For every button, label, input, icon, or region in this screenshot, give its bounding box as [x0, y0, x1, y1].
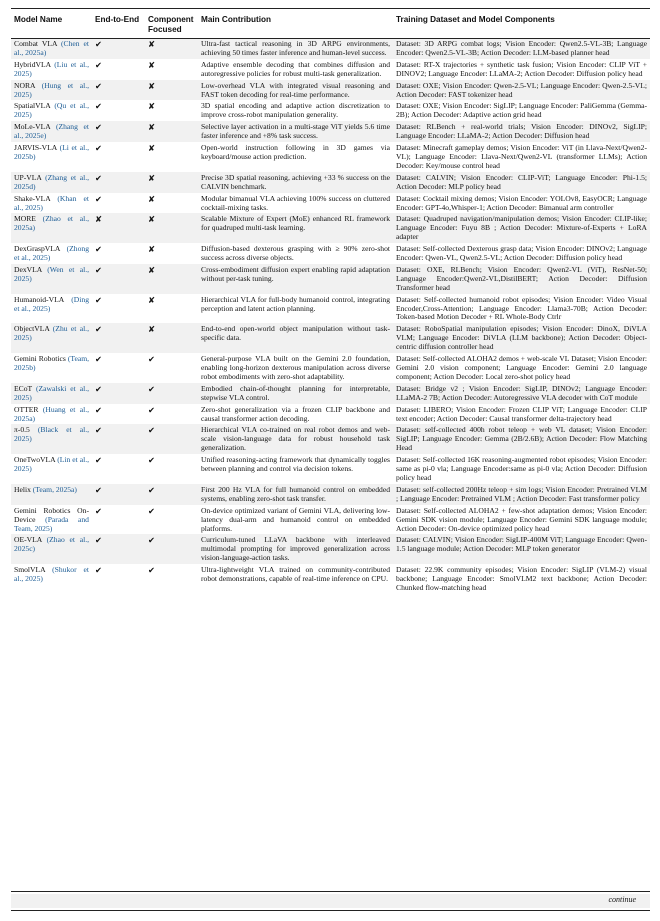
model-citation-link[interactable]: (Team, 2025b) [14, 354, 89, 372]
end-to-end-mark: ✔ [92, 484, 145, 505]
table-row [11, 323, 650, 353]
model-name-cell [11, 38, 92, 59]
model-name-cell [11, 534, 92, 564]
model-name-cell [11, 424, 92, 454]
bottom-rule-1 [11, 891, 650, 892]
table-row [11, 142, 650, 172]
model-name: MORE [14, 214, 36, 224]
model-citation-link[interactable]: (Li et al., 2025b) [14, 143, 89, 161]
model-name-cell [11, 404, 92, 425]
component-focused-mark: ✘ [145, 294, 198, 324]
component-focused-mark: ✔ [145, 404, 198, 425]
model-name: NORA [14, 80, 36, 90]
continue-row [11, 894, 650, 908]
main-contribution-cell: Selective layer activation in a multi-stage ViT yields 5.6 time faster inference and +8% task success. [198, 121, 393, 142]
model-name: MoLe-VLA [14, 122, 51, 132]
end-to-end-mark: ✔ [92, 564, 145, 594]
component-focused-mark: ✔ [145, 505, 198, 535]
training-components-cell: Dataset: Self-collected ALOHA2 demos + web-scale VL Dataset; Vision Encoder: Gemini 2.0 vision component; Language Encoder: Gemini 2.0 language component; Action Decoder: Local zero-shot policy head [393, 353, 650, 383]
main-contribution-cell: Precise 3D spatial reasoning, achieving +33 % success on the CALVIN benchmark. [198, 172, 393, 193]
continue-label: continue [608, 895, 636, 904]
training-components-cell: Dataset: CALVIN; Vision Encoder: SigLIP-400M ViT; Language Encoder: Qwen-1.5 language module; Action Decoder: MLP token generator [393, 534, 650, 564]
training-components-cell: Dataset: RT-X trajectories + synthetic task fusion; Vision Encoder: CLIP ViT + DINOV2; Language Encoder: LLaMA-2; Action Decoder: Diffusion policy head [393, 59, 650, 80]
model-name: Gemini Robotics [14, 354, 66, 364]
end-to-end-mark: ✔ [92, 243, 145, 264]
training-components-cell: Dataset: OXE; Vision Encoder: SigLIP; Language Encoder: PaliGemma (Gemma-2B); Action Decoder: Adaptive action grid head [393, 100, 650, 121]
component-focused-mark: ✘ [145, 323, 198, 353]
main-contribution-cell: Hierarchical VLA co-trained on real robot demos and web-scale vision-language data for robust household task generalization. [198, 424, 393, 454]
table-row [11, 484, 650, 505]
model-name-cell [11, 59, 92, 80]
model-name: JARVIS-VLA [14, 143, 57, 153]
component-focused-mark: ✔ [145, 564, 198, 594]
component-focused-mark: ✔ [145, 383, 198, 404]
training-components-cell: Dataset: OXE; Vision Encoder: Qwen-2.5-VL; Language Encoder: Qwen-2.5-VL; Action Decoder: FAST tokenizer head [393, 80, 650, 101]
end-to-end-mark: ✔ [92, 264, 145, 294]
end-to-end-mark: ✔ [92, 383, 145, 404]
end-to-end-mark: ✔ [92, 454, 145, 484]
model-citation-link[interactable]: (Lin et al., 2025) [14, 455, 89, 474]
model-name: ObjectVLA [14, 324, 50, 334]
table-row [11, 264, 650, 294]
main-contribution-cell: Ultra-lightweight VLA trained on community-contributed robot demonstrations, capable of real-time inference on CPU. [198, 564, 393, 594]
header-component-focused: Component Focused [148, 15, 194, 34]
model-name-cell [11, 294, 92, 324]
training-components-cell: Dataset: self-collected 400h robot teleop + web VL dataset; Vision Encoder: SigLIP; Language Encoder: Gemma (2B/2.6B); Action Decoder: Flow Matching Head [393, 424, 650, 454]
training-components-cell: Dataset: Self-collected humanoid robot episodes; Vision Encoder: Video Visual Encoder,Cross-Attention; Language Encoder: Llama3-70B; Action Decoder: Token-based Motion Decoder + RL Whole-Body Ctrlr [393, 294, 650, 324]
model-citation-link[interactable]: (Zhao et al., 2025c) [14, 535, 90, 554]
end-to-end-mark: ✔ [92, 505, 145, 535]
table-row [11, 424, 650, 454]
end-to-end-mark: ✔ [92, 353, 145, 383]
training-components-cell: Dataset: 22.9K community episodes; Vision Encoder: SigLIP (VLM-2) visual backbone; Language Encoder: SmolVLM2 text backbone; Action Decoder: Chunked flow-matching head [393, 564, 650, 594]
main-contribution-cell: End-to-end open-world object manipulation without task-specific data. [198, 323, 393, 353]
top-rule [11, 8, 650, 9]
model-name-cell [11, 383, 92, 404]
main-contribution-cell: Cross-embodiment diffusion expert enabling rapid adaptation without per-task tuning. [198, 264, 393, 294]
training-components-cell: Dataset: Self-collected Dexterous grasp data; Vision Encoder: DINOv2; Language Encoder: Qwen-VL, Qwen2.5-VL; Action Decoder: Diffusion policy head [393, 243, 650, 264]
table-row [11, 80, 650, 101]
model-citation-link[interactable]: (Liu et al., 2025) [14, 59, 89, 78]
end-to-end-mark: ✔ [92, 534, 145, 564]
table-row [11, 213, 650, 243]
main-contribution-cell: Modular bimanual VLA achieving 100% success on cluttered cocktail-mixing tasks. [198, 193, 393, 214]
model-name-cell [11, 454, 92, 484]
model-citation-link[interactable]: (Khan et al., 2025) [14, 193, 89, 212]
vla-comparison-table [11, 13, 650, 594]
table-row [11, 38, 650, 59]
main-contribution-cell: On-device optimized variant of Gemini VLA, delivering low-latency dual-arm and humanoid control on embedded platforms. [198, 505, 393, 535]
model-citation-link[interactable]: (Zhang et al., 2025e) [14, 122, 89, 141]
model-citation-link[interactable]: (Shukor et al., 2025) [14, 565, 89, 584]
component-focused-mark: ✘ [145, 142, 198, 172]
component-focused-mark: ✔ [145, 454, 198, 484]
model-citation-link[interactable]: (Huang et al., 2025a) [14, 404, 90, 423]
table-body [11, 38, 650, 594]
training-components-cell: Dataset: Cocktail mixing demos; Vision Encoder: YOLOv8, EasyOCR; Language Encoder: GPT-4o,Whisper-1; Action Decoder: Bimanual arm controller [393, 193, 650, 214]
model-name: OTTER [14, 404, 39, 414]
table-row [11, 505, 650, 535]
component-focused-mark: ✘ [145, 243, 198, 264]
main-contribution-cell: Zero-shot generalization via a frozen CLIP backbone and causal transformer action decoding. [198, 404, 393, 425]
component-focused-mark: ✘ [145, 121, 198, 142]
model-name: Humanoid-VLA [14, 294, 64, 304]
component-focused-mark: ✘ [145, 80, 198, 101]
model-name: π-0.5 [14, 425, 30, 435]
component-focused-mark: ✔ [145, 484, 198, 505]
model-name-cell [11, 193, 92, 214]
training-components-cell: Dataset: RLBench + real-world trials; Vision Encoder: DINOv2, SigLIP; Language Encoder: LLaMA-2; Action Decoder: Diffusion head [393, 121, 650, 142]
main-contribution-cell: Diffusion-based dexterous grasping with ≥ 90% zero-shot success across diverse objects. [198, 243, 393, 264]
model-citation-link[interactable]: (Black et al., 2025) [14, 425, 89, 444]
header-main-contribution: Main Contribution [201, 15, 272, 24]
component-focused-mark: ✘ [145, 100, 198, 121]
model-citation-link[interactable]: (Wen et al., 2025) [14, 264, 90, 283]
model-name: OE-VLA [14, 535, 42, 545]
component-focused-mark: ✘ [145, 213, 198, 243]
component-focused-mark: ✔ [145, 424, 198, 454]
end-to-end-mark: ✔ [92, 172, 145, 193]
table-row [11, 172, 650, 193]
end-to-end-mark: ✔ [92, 323, 145, 353]
training-components-cell: Dataset: Quadruped navigation/manipulation demos; Vision Encoder: CLIP-like; Language Encoder: Fuyu 8B ; Action Decoder: Mixture-of-Experts + LoRA adapter [393, 213, 650, 243]
component-focused-mark: ✘ [145, 38, 198, 59]
main-contribution-cell: Low-overhead VLA with integrated visual reasoning and FAST token decoding for real-time performance. [198, 80, 393, 101]
model-name: DexVLA [14, 264, 42, 274]
table-row [11, 564, 650, 594]
component-focused-mark: ✘ [145, 172, 198, 193]
table-row [11, 243, 650, 264]
end-to-end-mark: ✔ [92, 404, 145, 425]
bottom-rule-2 [11, 910, 650, 911]
component-focused-mark: ✘ [145, 193, 198, 214]
training-components-cell: Dataset: CALVIN; Vision Encoder: CLIP-ViT; Language Encoder: Phi-1.5; Action Decoder: MLP policy head [393, 172, 650, 193]
model-name: OneTwoVLA [14, 455, 56, 465]
model-name: DexGraspVLA [14, 244, 60, 254]
training-components-cell: Dataset: Minecraft gameplay demos; Vision Encoder: ViT (in Llava-Next/Qwen2-VL); Language Encoder: Llava-Next/Qwen2-VL (transformer LLMs); Action Decoder: Key/mouse control head [393, 142, 650, 172]
model-citation-link[interactable]: (Zhang et al., 2025d) [14, 172, 89, 191]
model-name-cell [11, 213, 92, 243]
training-components-cell: Dataset: RoboSpatial manipulation episodes; Vision Encoder: DinoX, DiVLA VLM; Language Encoder: DiVLA (LLM backbone); Action Decoder: Object-centric diffusion controller head [393, 323, 650, 353]
model-citation-link[interactable]: (Team, 2025a) [32, 484, 77, 494]
component-focused-mark: ✔ [145, 534, 198, 564]
training-components-cell: Dataset: self-collected 200Hz teleop + sim logs; Vision Encoder: Pretrained VLM ; Language Encoder: Pretrained VLM ; Action Decoder: Fast transformer policy [393, 484, 650, 505]
model-name-cell [11, 264, 92, 294]
model-name-cell [11, 484, 92, 505]
end-to-end-mark: ✔ [92, 38, 145, 59]
table-row [11, 100, 650, 121]
training-components-cell: Dataset: Self-collected 16K reasoning-augmented robot episodes; Vision Encoder: same as pi-0 vla; Language Encoder:same as pi-0 vla; Action Decoder: Diffusion policy head [393, 454, 650, 484]
table-header [11, 13, 650, 38]
table-row [11, 454, 650, 484]
end-to-end-mark: ✔ [92, 59, 145, 80]
header-model-name: Model Name [14, 15, 63, 24]
component-focused-mark: ✘ [145, 59, 198, 80]
model-citation-link[interactable]: (Ding et al., 2025) [14, 294, 89, 313]
main-contribution-cell: General-purpose VLA built on the Gemini 2.0 foundation, enabling long-horizon dexterous manipulation across diverse robot embodiments with zero-shot adaptability. [198, 353, 393, 383]
model-name: ECoT [14, 383, 33, 393]
table-row [11, 353, 650, 383]
model-name-cell [11, 323, 92, 353]
model-name: Helix [14, 484, 31, 494]
table-row [11, 193, 650, 214]
model-citation-link[interactable]: (Zawalski et al., 2025) [14, 383, 89, 402]
model-name: HybridVLA [14, 59, 51, 69]
model-name-cell [11, 100, 92, 121]
end-to-end-mark: ✔ [92, 142, 145, 172]
model-name-cell [11, 564, 92, 594]
model-name: SmolVLA [14, 565, 46, 575]
main-contribution-cell: Open-world instruction following in 3D games via keyboard/mouse action prediction. [198, 142, 393, 172]
model-citation-link[interactable]: (Qu et al., 2025) [14, 101, 89, 120]
header-end-to-end: End-to-End [95, 15, 140, 24]
model-name: SpatialVLA [14, 101, 51, 111]
main-contribution-cell: Adaptive ensemble decoding that combines diffusion and autoregressive policies for robust multi-task generalization. [198, 59, 393, 80]
end-to-end-mark: ✔ [92, 100, 145, 121]
model-citation-link[interactable]: (Zhong et al., 2025) [14, 244, 89, 263]
end-to-end-mark: ✔ [92, 424, 145, 454]
model-name-cell [11, 505, 92, 535]
header-training: Training Dataset and Model Components [396, 15, 555, 24]
end-to-end-mark: ✔ [92, 80, 145, 101]
table-row [11, 121, 650, 142]
table-row [11, 404, 650, 425]
component-focused-mark: ✘ [145, 264, 198, 294]
model-name: UP-VLA [14, 172, 42, 182]
model-name-cell [11, 353, 92, 383]
main-contribution-cell: Hierarchical VLA for full-body humanoid control, integrating perception and latent action planning. [198, 294, 393, 324]
training-components-cell: Dataset: Bridge v2 ; Vision Encoder: SigLIP, DINOv2; Language Encoder: LLaMA-2 7B; Action Decoder: Autoregressive VLA decoder with CoT module [393, 383, 650, 404]
training-components-cell: Dataset: OXE, RLBench; Vision Encoder: Qwen2-VL (ViT), ResNet-50; Language Encoder:Qwen2-VL,DistilBERT; Action Decoder: Diffusion Transformer head [393, 264, 650, 294]
model-citation-link[interactable]: (Chen et al., 2025a) [14, 39, 89, 57]
table-row [11, 59, 650, 80]
model-name-cell [11, 142, 92, 172]
table-row [11, 534, 650, 564]
model-citation-link[interactable]: (Hung et al., 2025) [14, 80, 89, 99]
model-name: Combat VLA [14, 39, 58, 48]
main-contribution-cell: Scalable Mixture of Expert (MoE) enhanced RL framework for quadruped multi-task learning. [198, 213, 393, 243]
end-to-end-mark: ✔ [92, 193, 145, 214]
model-name: Gemini Robotics On-Device [14, 505, 89, 524]
header-rule [11, 38, 650, 39]
training-components-cell: Dataset: 3D ARPG combat logs; Vision Encoder: Qwen2.5-VL-3B; Language Encoder: Qwen2.5-VL-3B; Action Decoder: LLM-based planner head [393, 38, 650, 59]
end-to-end-mark: ✔ [92, 294, 145, 324]
main-contribution-cell: Ultra-fast tactical reasoning in 3D ARPG environments, achieving 50 times faster inference and human-level success. [198, 38, 393, 59]
end-to-end-mark: ✘ [92, 213, 145, 243]
table-row [11, 383, 650, 404]
model-name-cell [11, 172, 92, 193]
main-contribution-cell: First 200 Hz VLA for full humanoid control on embedded systems, enabling zero-shot task transfer. [198, 484, 393, 505]
main-contribution-cell: Embodied chain-of-thought planning for interpretable, stepwise VLA control. [198, 383, 393, 404]
model-name: Shake-VLA [14, 193, 51, 203]
model-name-cell [11, 243, 92, 264]
training-components-cell: Dataset: Self-collected ALOHA2 + few-shot adaptation demos; Vision Encoder: Gemini SDK vision module; Language Encoder: Gemini SDK language module; Action Decoder: On-device optimized policy head [393, 505, 650, 535]
model-name-cell [11, 121, 92, 142]
model-citation-link[interactable]: (Zhu et al., 2025) [14, 324, 89, 343]
main-contribution-cell: Curriculum-tuned LLaVA backbone with interleaved multimodal prompting for improved generalization across vision-language-action tasks. [198, 534, 393, 564]
model-citation-link[interactable]: (Parada and Team, 2025) [14, 514, 89, 533]
main-contribution-cell: 3D spatial encoding and adaptive action discretization to improve cross-robot manipulation generality. [198, 100, 393, 121]
training-components-cell: Dataset: LIBERO; Vision Encoder: Frozen CLIP ViT; Language Encoder: CLIP text encoder; Action Decoder: Causal transformer delta-trajectory head [393, 404, 650, 425]
main-contribution-cell: Unified reasoning-acting framework that dynamically toggles between planning and control via decision tokens. [198, 454, 393, 484]
end-to-end-mark: ✔ [92, 121, 145, 142]
component-focused-mark: ✔ [145, 353, 198, 383]
model-citation-link[interactable]: (Zhao et al., 2025a) [14, 214, 89, 233]
model-name-cell [11, 80, 92, 101]
table-row [11, 294, 650, 324]
